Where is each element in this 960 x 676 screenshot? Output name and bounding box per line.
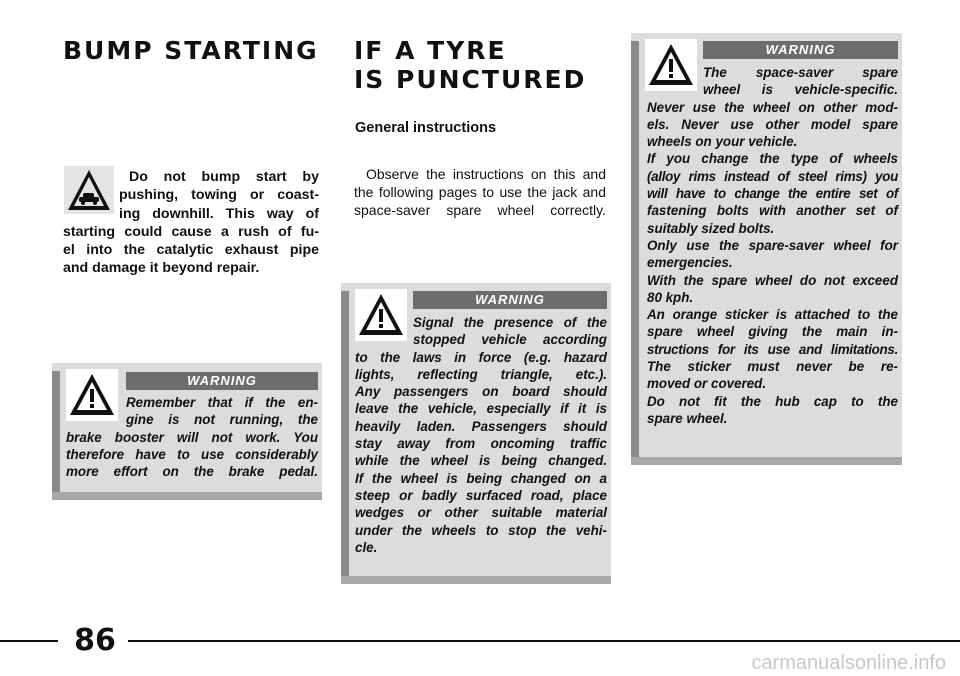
warning-line: Only use the spare-saver wheel for [647,237,898,253]
watermark: carmanualsonline.info [751,652,946,674]
warning-box-brake-booster [52,363,322,500]
warning-line: fastening bolts with another set of [647,203,898,219]
warning-line: wheels on your vehicle. [647,134,798,150]
warning-line: cle. [355,539,378,555]
section-heading-bump-starting: BUMP STARTING [63,36,319,65]
warning-line: therefore have to use considerably [66,446,318,462]
subheading-general-instructions: General instructions [355,120,497,136]
bump-start-note [63,168,319,278]
section-heading-tyre-punctured [354,36,586,94]
warning-line: Any passengers on board should [355,384,607,400]
body-line: space-saver spare wheel correctly. [354,202,606,218]
warning-line: If you change the type of wheels [647,151,898,167]
warning-line: heavily laden. Passengers should [355,418,607,434]
warning-line: lights, reflecting triangle, etc.). [355,366,607,382]
warning-line: emergencies. [647,255,733,271]
warning-line: suitably sized bolts. [647,220,775,236]
warning-line: If the wheel is being changed on a [355,470,607,486]
note-line: pushing, towing or coast- [119,187,319,204]
warning-line: Signal the presence of the [413,315,607,330]
warning-label: WARNING [413,291,607,309]
warning-line: (alloy rims instead of steel rims) you [647,168,898,184]
body-line: the following pages to use the jack and [354,184,606,200]
note-line: Do not bump start by [129,169,319,185]
warning-line: wedges or other suitable material [355,505,607,521]
warning-line: Never use the wheel on other mod- [647,99,898,115]
heading-line: IS PUNCTURED [354,65,587,94]
warning-line: Do not fit the hub cap to the [647,393,898,409]
warning-line: spare wheel giving the main in- [647,324,898,340]
note-line: starting could cause a rush of fu- [63,223,319,240]
warning-line: stopped vehicle according [413,332,607,348]
warning-line: spare wheel. [647,410,728,426]
warning-line: wheel is vehicle-specific. [703,82,898,98]
warning-line: els. Never use other model spare [647,116,898,132]
warning-label: WARNING [703,41,898,59]
body-line: Observe the instructions on this and [366,166,606,182]
warning-line: 80 kph. [647,289,694,305]
warning-line: while the wheel is being changed. [355,453,607,469]
warning-line: Remember that if the en- [126,395,318,410]
note-line: ing downhill. This way of [119,205,319,222]
warning-line: under the wheels to stop the vehi- [355,522,607,538]
warning-line: The sticker must never be re- [647,359,898,375]
warning-line: brake booster will not work. You [66,429,318,445]
warning-line: structions for its use and limitations. [647,341,898,357]
warning-line: An orange sticker is attached to the [647,307,898,323]
heading-line: IF A TYRE [354,36,507,65]
warning-line: gine is not running, the [126,412,318,428]
warning-text [66,394,318,480]
warning-line: steep or badly surfaced road, place [355,487,607,503]
warning-text [355,314,607,556]
warning-line: will have to change the entire set of [647,186,898,202]
note-line: el into the catalytic exhaust pipe [63,242,319,259]
warning-line: leave the vehicle, especially if it is [355,401,607,417]
warning-line: The space-saver spare [703,65,898,80]
page-number: 86 [74,623,116,658]
footer-rule-left [0,640,58,642]
warning-line: more effort on the brake pedal. [66,464,318,480]
warning-line: With the spare wheel do not exceed [647,272,898,288]
warning-line: moved or covered. [647,376,767,392]
warning-label: WARNING [126,372,318,390]
footer-rule-right [128,640,960,642]
warning-line: stay away from oncoming traffic [355,436,607,452]
warning-box-space-saver-wheel [631,33,902,465]
note-line: and damage it beyond repair. [63,260,260,277]
warning-text [647,64,898,427]
general-instructions-text [354,165,606,219]
warning-line: to the laws in force (e.g. hazard [355,349,607,365]
warning-box-signal-vehicle [341,283,611,584]
